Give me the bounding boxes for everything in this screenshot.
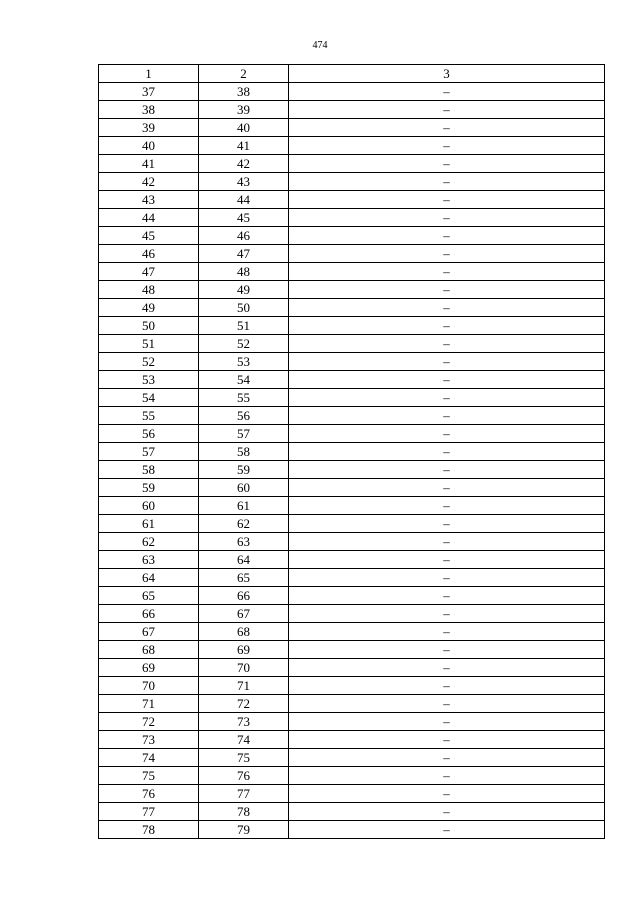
table-row — [99, 101, 605, 119]
table-cell-col-2: 61 — [199, 497, 289, 515]
table-cell-col-2: 50 — [199, 299, 289, 317]
table-cell-col-3: – — [289, 515, 605, 533]
table-cell-col-2: 60 — [199, 479, 289, 497]
table-cell-col-3: – — [289, 299, 605, 317]
table-cell-col-2: 73 — [199, 713, 289, 731]
table-cell-col-2: 58 — [199, 443, 289, 461]
table-cell-col-1: 46 — [99, 245, 199, 263]
table-row — [99, 461, 605, 479]
table-cell-col-3: – — [289, 497, 605, 515]
table-row — [99, 119, 605, 137]
table-row — [99, 551, 605, 569]
table-cell-col-2: 74 — [199, 731, 289, 749]
table-cell-col-2: 42 — [199, 155, 289, 173]
table-row — [99, 299, 605, 317]
table-cell-col-3: – — [289, 569, 605, 587]
table-row — [99, 173, 605, 191]
table-row — [99, 191, 605, 209]
table-cell-col-2: 47 — [199, 245, 289, 263]
table-row — [99, 803, 605, 821]
table-cell-col-3: – — [289, 263, 605, 281]
table-cell-col-1: 39 — [99, 119, 199, 137]
table-row — [99, 263, 605, 281]
table-cell-col-1: 68 — [99, 641, 199, 659]
table-header-row — [99, 65, 605, 83]
table-row — [99, 407, 605, 425]
table-cell-col-1: 64 — [99, 569, 199, 587]
table-cell-col-3: – — [289, 245, 605, 263]
table-cell-col-2: 76 — [199, 767, 289, 785]
table-cell-col-1: 56 — [99, 425, 199, 443]
table-cell-col-3: – — [289, 641, 605, 659]
table-cell-col-3: – — [289, 389, 605, 407]
table-row — [99, 767, 605, 785]
table-cell-col-1: 37 — [99, 83, 199, 101]
table-cell-col-2: 64 — [199, 551, 289, 569]
column-header-1: 1 — [99, 65, 199, 83]
table-cell-col-1: 57 — [99, 443, 199, 461]
table-cell-col-2: 54 — [199, 371, 289, 389]
table-row — [99, 245, 605, 263]
table-row — [99, 605, 605, 623]
table-cell-col-2: 44 — [199, 191, 289, 209]
table-cell-col-3: – — [289, 767, 605, 785]
table-cell-col-3: – — [289, 695, 605, 713]
table-cell-col-2: 77 — [199, 785, 289, 803]
table-cell-col-3: – — [289, 479, 605, 497]
table-row — [99, 695, 605, 713]
table-cell-col-2: 51 — [199, 317, 289, 335]
table-cell-col-3: – — [289, 677, 605, 695]
table-row — [99, 821, 605, 839]
table-cell-col-1: 50 — [99, 317, 199, 335]
table-row — [99, 227, 605, 245]
table-row — [99, 713, 605, 731]
table-cell-col-2: 59 — [199, 461, 289, 479]
table-row — [99, 281, 605, 299]
table-cell-col-1: 52 — [99, 353, 199, 371]
table-cell-col-1: 70 — [99, 677, 199, 695]
table-cell-col-1: 44 — [99, 209, 199, 227]
table-cell-col-3: – — [289, 137, 605, 155]
table-cell-col-3: – — [289, 533, 605, 551]
table-row — [99, 371, 605, 389]
table-cell-col-2: 41 — [199, 137, 289, 155]
table-cell-col-1: 49 — [99, 299, 199, 317]
table-cell-col-3: – — [289, 281, 605, 299]
table-row — [99, 785, 605, 803]
table-cell-col-1: 59 — [99, 479, 199, 497]
column-header-3: 3 — [289, 65, 605, 83]
table-cell-col-2: 53 — [199, 353, 289, 371]
table-cell-col-1: 66 — [99, 605, 199, 623]
table-row — [99, 533, 605, 551]
table-cell-col-1: 71 — [99, 695, 199, 713]
table-cell-col-1: 63 — [99, 551, 199, 569]
table-cell-col-1: 47 — [99, 263, 199, 281]
table-cell-col-1: 75 — [99, 767, 199, 785]
table-cell-col-2: 66 — [199, 587, 289, 605]
table-cell-col-3: – — [289, 407, 605, 425]
table-cell-col-1: 73 — [99, 731, 199, 749]
table-cell-col-3: – — [289, 551, 605, 569]
table-cell-col-3: – — [289, 83, 605, 101]
table-cell-col-3: – — [289, 461, 605, 479]
table-cell-col-2: 62 — [199, 515, 289, 533]
table-cell-col-2: 78 — [199, 803, 289, 821]
table-cell-col-2: 56 — [199, 407, 289, 425]
table-cell-col-1: 51 — [99, 335, 199, 353]
table-cell-col-2: 71 — [199, 677, 289, 695]
table-cell-col-1: 74 — [99, 749, 199, 767]
table-cell-col-2: 70 — [199, 659, 289, 677]
table-row — [99, 83, 605, 101]
table-cell-col-1: 55 — [99, 407, 199, 425]
table-cell-col-1: 62 — [99, 533, 199, 551]
table-cell-col-2: 49 — [199, 281, 289, 299]
table-cell-col-2: 63 — [199, 533, 289, 551]
table-cell-col-3: – — [289, 191, 605, 209]
table-cell-col-2: 39 — [199, 101, 289, 119]
table-cell-col-1: 65 — [99, 587, 199, 605]
table-cell-col-3: – — [289, 821, 605, 839]
table-row — [99, 425, 605, 443]
table-cell-col-2: 67 — [199, 605, 289, 623]
table-cell-col-1: 76 — [99, 785, 199, 803]
table-cell-col-2: 72 — [199, 695, 289, 713]
table-cell-col-2: 52 — [199, 335, 289, 353]
table-cell-col-3: – — [289, 353, 605, 371]
table-cell-col-2: 45 — [199, 209, 289, 227]
table-cell-col-3: – — [289, 101, 605, 119]
table-cell-col-3: – — [289, 605, 605, 623]
column-header-2: 2 — [199, 65, 289, 83]
table-row — [99, 137, 605, 155]
table-cell-col-3: – — [289, 317, 605, 335]
table-cell-col-2: 68 — [199, 623, 289, 641]
table-cell-col-3: – — [289, 371, 605, 389]
table-cell-col-3: – — [289, 119, 605, 137]
table-cell-col-3: – — [289, 443, 605, 461]
table-cell-col-1: 60 — [99, 497, 199, 515]
table-cell-col-1: 72 — [99, 713, 199, 731]
table-cell-col-3: – — [289, 785, 605, 803]
table-row — [99, 209, 605, 227]
data-table — [98, 64, 605, 839]
table-cell-col-3: – — [289, 155, 605, 173]
table-row — [99, 677, 605, 695]
table-cell-col-2: 65 — [199, 569, 289, 587]
table-row — [99, 155, 605, 173]
table-cell-col-3: – — [289, 209, 605, 227]
table-row — [99, 659, 605, 677]
table-cell-col-2: 38 — [199, 83, 289, 101]
table-row — [99, 587, 605, 605]
table-cell-col-1: 53 — [99, 371, 199, 389]
table-cell-col-3: – — [289, 803, 605, 821]
table-row — [99, 497, 605, 515]
table-row — [99, 443, 605, 461]
table-cell-col-3: – — [289, 173, 605, 191]
table-cell-col-1: 77 — [99, 803, 199, 821]
table-row — [99, 641, 605, 659]
table-cell-col-2: 46 — [199, 227, 289, 245]
table-cell-col-2: 69 — [199, 641, 289, 659]
table-cell-col-2: 40 — [199, 119, 289, 137]
table-cell-col-1: 45 — [99, 227, 199, 245]
table-row — [99, 353, 605, 371]
table-cell-col-3: – — [289, 623, 605, 641]
table-cell-col-2: 57 — [199, 425, 289, 443]
table-cell-col-1: 58 — [99, 461, 199, 479]
table-cell-col-3: – — [289, 749, 605, 767]
table-body — [99, 83, 605, 839]
table-cell-col-2: 75 — [199, 749, 289, 767]
table-row — [99, 515, 605, 533]
table-cell-col-3: – — [289, 227, 605, 245]
table-cell-col-1: 69 — [99, 659, 199, 677]
table-row — [99, 317, 605, 335]
table-cell-col-3: – — [289, 731, 605, 749]
table-cell-col-3: – — [289, 659, 605, 677]
table-row — [99, 569, 605, 587]
table-row — [99, 479, 605, 497]
table-cell-col-1: 40 — [99, 137, 199, 155]
table-cell-col-1: 61 — [99, 515, 199, 533]
table-cell-col-1: 38 — [99, 101, 199, 119]
table-row — [99, 335, 605, 353]
table-row — [99, 623, 605, 641]
table-cell-col-1: 43 — [99, 191, 199, 209]
table-cell-col-1: 41 — [99, 155, 199, 173]
table-cell-col-3: – — [289, 335, 605, 353]
table-row — [99, 749, 605, 767]
table-cell-col-2: 79 — [199, 821, 289, 839]
table-cell-col-1: 48 — [99, 281, 199, 299]
table-cell-col-2: 48 — [199, 263, 289, 281]
table-cell-col-3: – — [289, 587, 605, 605]
page-number: 474 — [312, 40, 328, 51]
table-cell-col-1: 78 — [99, 821, 199, 839]
table-cell-col-1: 42 — [99, 173, 199, 191]
table-cell-col-2: 43 — [199, 173, 289, 191]
table-cell-col-1: 54 — [99, 389, 199, 407]
table-cell-col-3: – — [289, 713, 605, 731]
table-row — [99, 389, 605, 407]
table-cell-col-2: 55 — [199, 389, 289, 407]
table-cell-col-1: 67 — [99, 623, 199, 641]
table-cell-col-3: – — [289, 425, 605, 443]
table-row — [99, 731, 605, 749]
